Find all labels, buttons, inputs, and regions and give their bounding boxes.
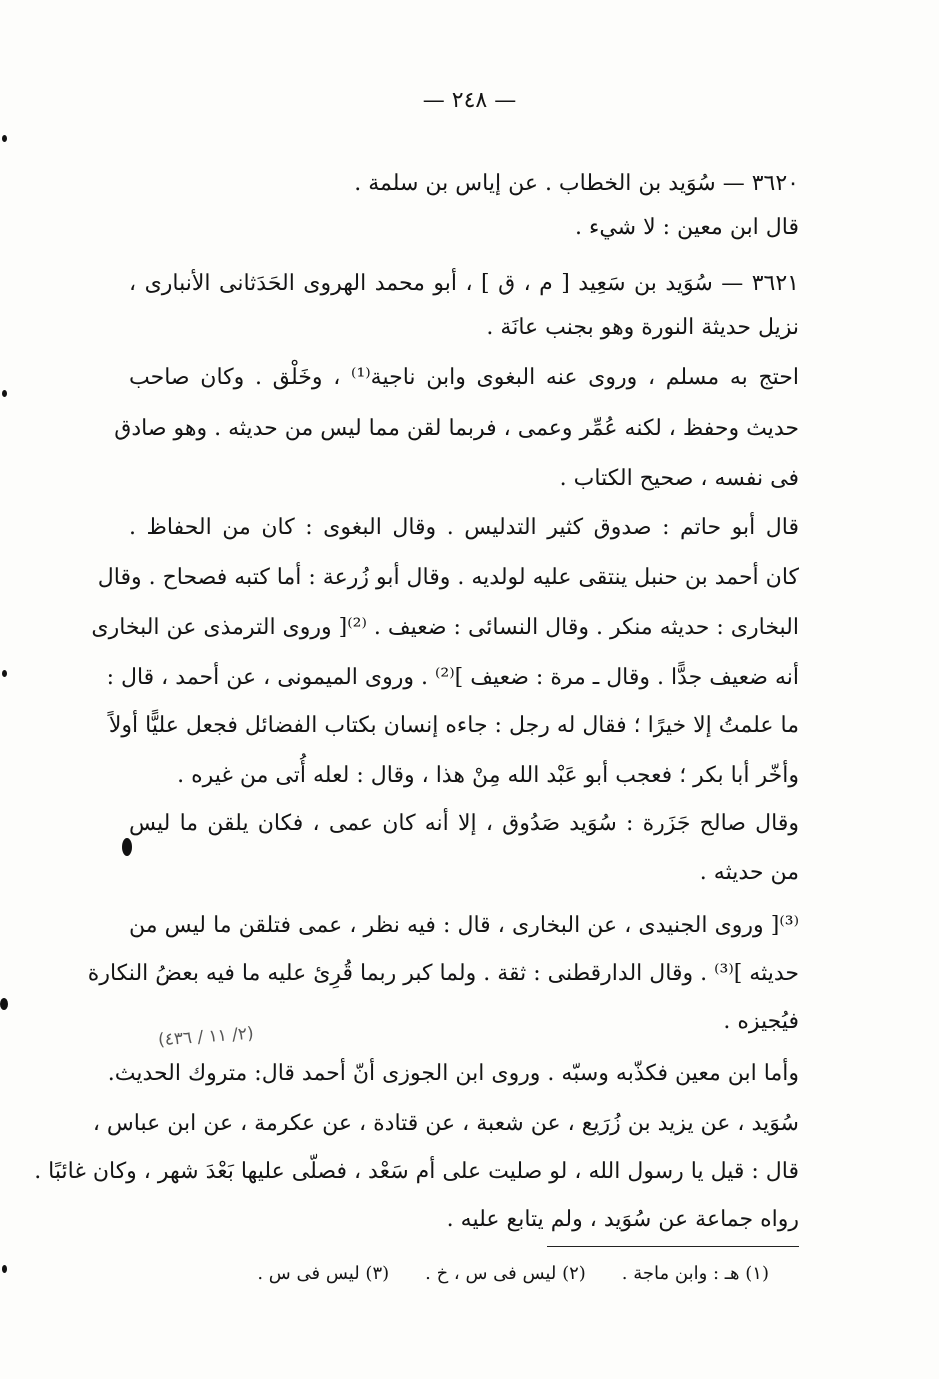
footnotes bbox=[169, 1260, 769, 1288]
footnote-rule bbox=[547, 1246, 799, 1247]
footnote-1: (١) هـ : وابن ماجة . bbox=[621, 1263, 769, 1284]
text-line: ما علمتُ إلا خيرًا ؛ فقال له رجل : جاءه إنسان بكتاب الفضائل فجعل عليًّا أولاً bbox=[108, 713, 799, 738]
footnote-2: (٢) ليس فى س ، خ . bbox=[425, 1263, 586, 1284]
scan-speck bbox=[2, 670, 7, 677]
text-line: احتج به مسلم ، وروى عنه البغوى وابن ناجية⁽¹⁾ ، وخَلْق . وكان صاحب bbox=[129, 365, 799, 390]
text-line: حديث وحفظ ، لكنه عُمِّر وعمى ، فربما لقن مما ليس من حديثه . وهو صادق bbox=[114, 416, 799, 441]
entry-3620-title: ٣٦٢٠ — سُوَيد بن الخطاب . عن إياس بن سلمة . bbox=[354, 171, 799, 196]
text-line: وأخّر أبا بكر ؛ فعجب أبو عَبْد الله مِنْ هذا ، وقال : لعله أُتى من غيره . bbox=[177, 763, 799, 788]
scan-speck bbox=[2, 390, 7, 397]
text-line: نزيل حديثة النورة وهو بجنب عانَة . bbox=[486, 315, 799, 340]
scan-speck bbox=[2, 135, 7, 142]
page-number: — ٢٤٨ — bbox=[422, 88, 517, 113]
text-line: وأما ابن معين فكذّبه وسبّه . وروى ابن الجوزى أنّ أحمد قال: متروك الحديث. bbox=[107, 1061, 799, 1086]
text-line: كان أحمد بن حنبل ينتقى عليه لولديه . وقال أبو زُرعة : أما كتبه فصحاح . وقال bbox=[97, 565, 799, 590]
entry-3621-title: ٣٦٢١ — سُوَيد بن سَعِيد [ م ، ق ] ، أبو محمد الهروى الحَدَثانى الأنبارى ، bbox=[129, 271, 799, 296]
ink-blot bbox=[122, 838, 132, 856]
text-line: قال أبو حاتم : صدوق كثير التدليس . وقال البغوى : كان من الحفاظ . bbox=[129, 515, 799, 540]
footnote-3: (٣) ليس فى س . bbox=[257, 1263, 390, 1284]
text-line: فى نفسه ، صحيح الكتاب . bbox=[559, 466, 799, 491]
text-line: فيُجيزه . bbox=[723, 1009, 799, 1034]
scan-speck bbox=[0, 998, 8, 1010]
text-line: أنه ضعيف جدًّا . وقال ـ مرة : ضعيف ]⁽²⁾ . وروى الميمونى ، عن أحمد ، قال : bbox=[106, 665, 799, 690]
text-line: البخارى : حديثه منكر . وقال النسائى : ضعيف . ⁽²⁾[ وروى الترمذى عن البخارى bbox=[91, 615, 799, 640]
handwritten-margin-note: (٢/ ١١ / ٤٣٦) bbox=[157, 1023, 255, 1051]
text-line: حديثه ]⁽³⁾ . وقال الدارقطنى : ثقة . ولما كبر ربما قُرِئ عليه ما فيه بعضُ النكارة bbox=[87, 961, 799, 986]
scan-speck bbox=[2, 1265, 7, 1273]
text-line: قال ابن معين : لا شيء . bbox=[575, 215, 799, 240]
text-line: قال : قيل يا رسول الله ، لو صليت على أم سَعْد ، فصلّى عليها بَعْدَ شهر ، وكان غائبًا . bbox=[34, 1159, 799, 1184]
text-line: من حديثه . bbox=[699, 860, 799, 885]
text-line: ⁽³⁾[ وروى الجنيدى ، عن البخارى ، قال : فيه نظر ، عمى فتلقن ما ليس من bbox=[129, 913, 799, 938]
text-line: وقال صالح جَزَرة : سُوَيد صَدُوق ، إلا أنه كان عمى ، فكان يلقن ما ليس bbox=[129, 811, 799, 836]
text-line: رواه جماعة عن سُوَيد ، ولم يتابع عليه . bbox=[446, 1207, 799, 1232]
text-line: سُوَيد ، عن يزيد بن زُرَيع ، عن شعبة ، عن قتادة ، عن عكرمة ، عن ابن عباس ، bbox=[92, 1111, 799, 1136]
